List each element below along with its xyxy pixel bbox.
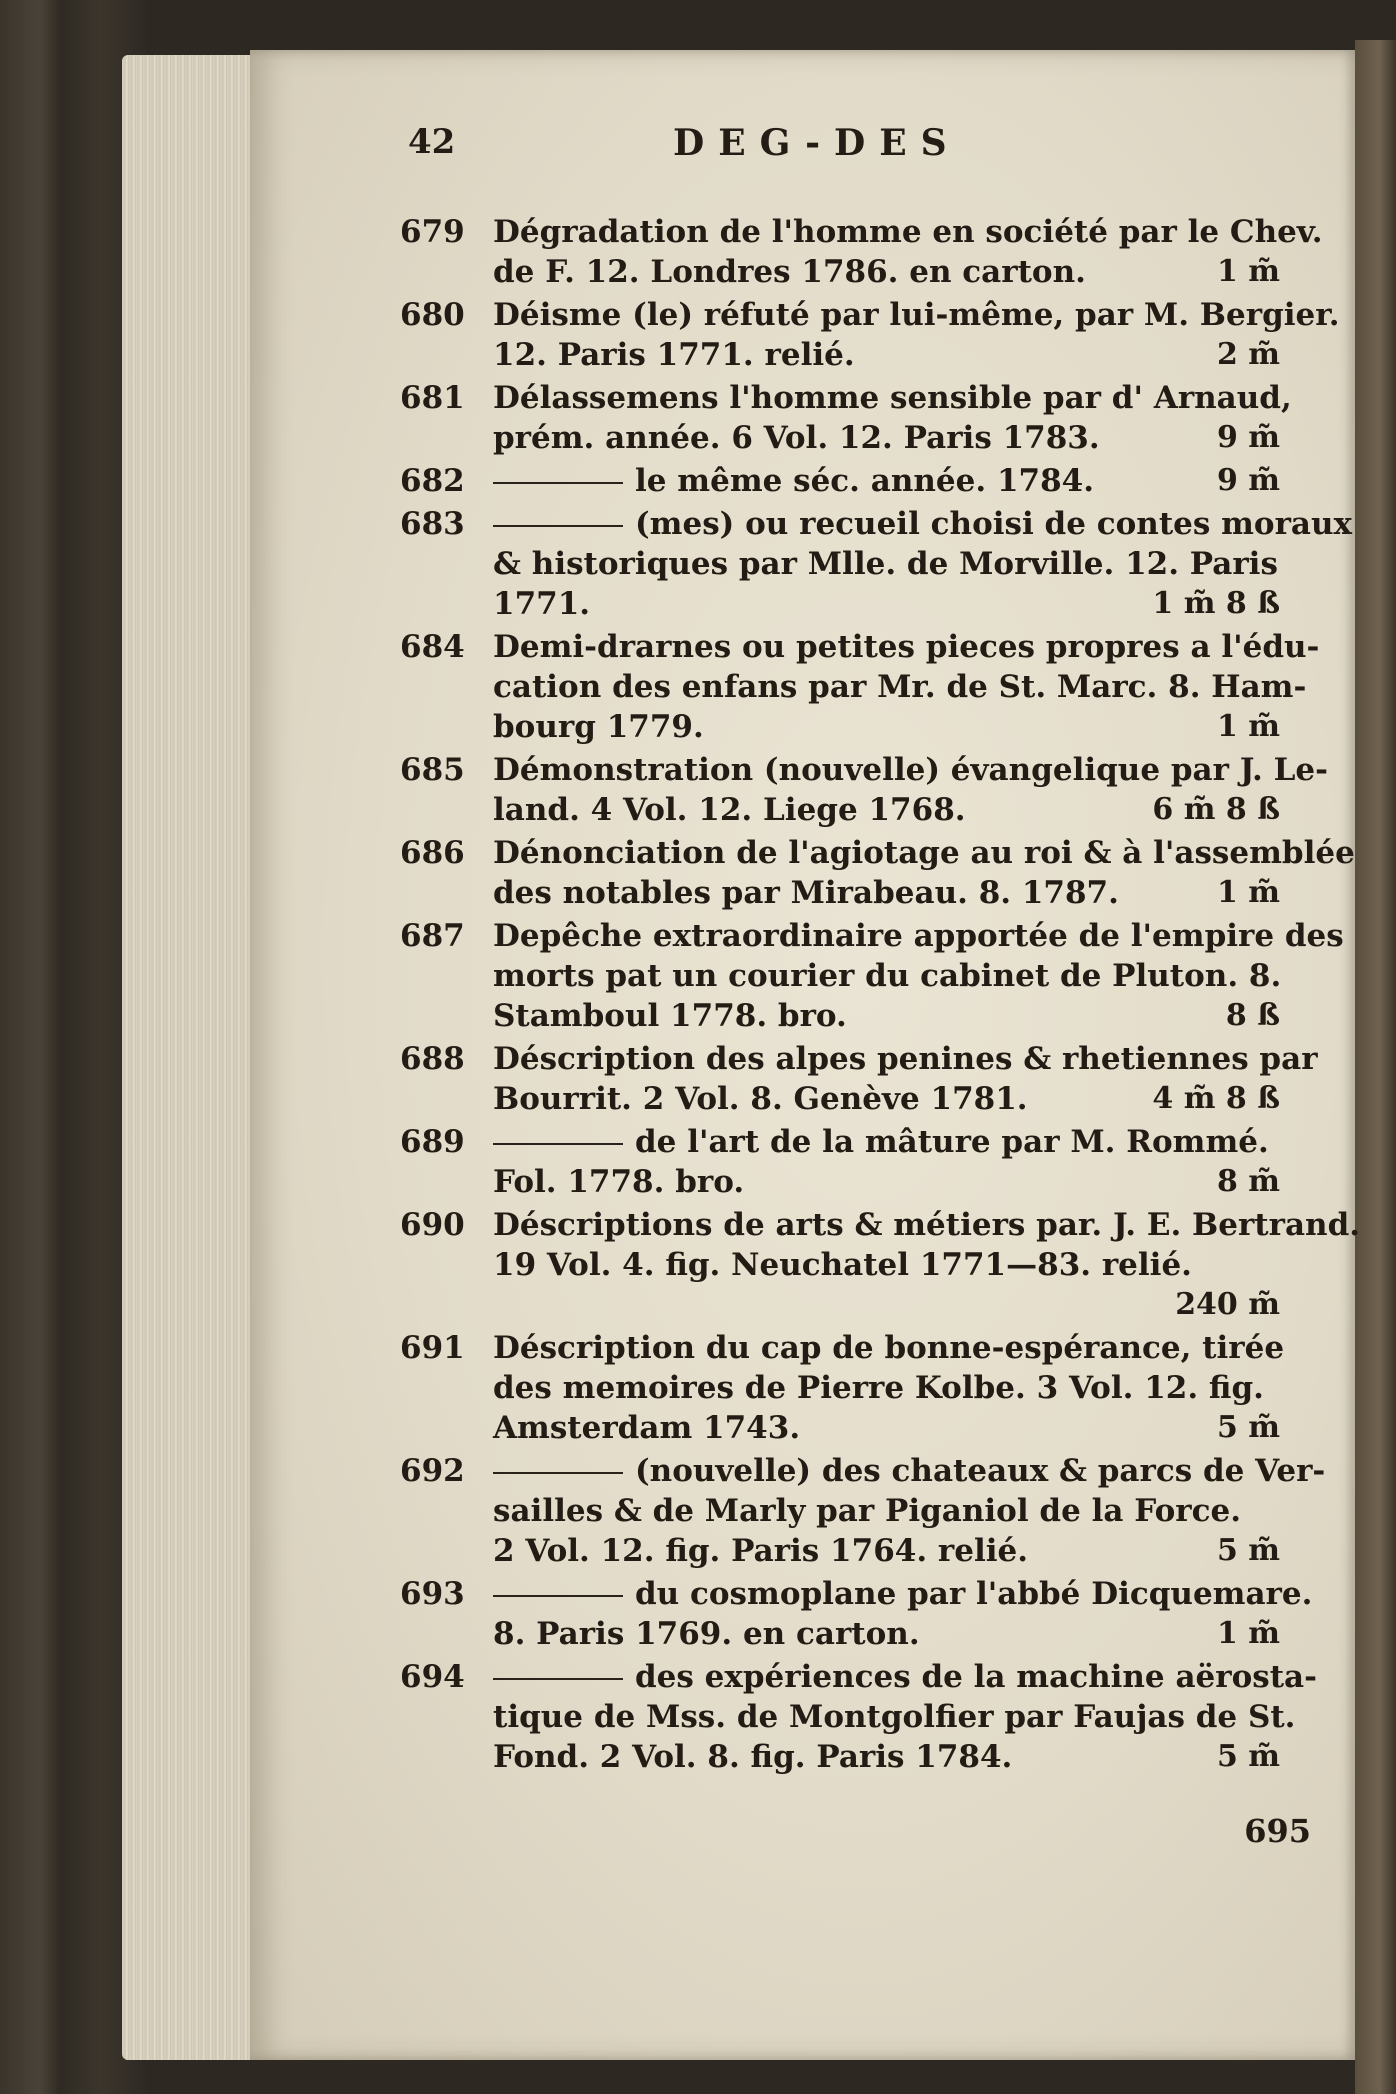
entry-price: 1 m̃ xyxy=(1216,254,1280,289)
ditto-dash xyxy=(493,1472,623,1474)
entry-text: des expériences de la machine aërosta- xyxy=(635,1659,1317,1695)
entry-text: Déscription du cap de bonne-espérance, tirée xyxy=(493,1330,1285,1366)
entry-text: (mes) ou recueil choisi de contes moraux xyxy=(635,506,1353,542)
ditto-dash xyxy=(493,1595,623,1597)
entry-number: 681 xyxy=(400,380,465,416)
entry-line xyxy=(493,1162,1280,1202)
entry-line xyxy=(493,378,1292,418)
catalogue-entry xyxy=(400,1574,1313,1654)
entry-text: Démonstration (nouvelle) évangelique par J. Le- xyxy=(493,752,1328,788)
entry-text: Stamboul 1778. bro. xyxy=(493,998,847,1034)
catalogue-entry xyxy=(400,1451,1326,1571)
ditto-dash xyxy=(493,482,623,484)
entry-line xyxy=(493,873,1280,913)
entry-price: 2 m̃ xyxy=(1216,337,1280,372)
entry-number: 683 xyxy=(400,506,465,542)
entry-line xyxy=(493,1614,1280,1654)
entry-line xyxy=(493,1039,1318,1079)
catalogue-entry xyxy=(400,750,1328,830)
entry-number: 688 xyxy=(400,1041,465,1077)
entry-price: 4 m̃ 8 ß xyxy=(1152,1081,1280,1116)
entry-line xyxy=(493,1205,1361,1245)
entry-line xyxy=(493,667,1307,707)
entry-text: Dégradation de l'homme en société par le Chev. xyxy=(493,214,1323,250)
entry-line xyxy=(493,916,1344,956)
entry-line xyxy=(493,1574,1313,1614)
entry-line xyxy=(493,1697,1296,1737)
catalogue-entry xyxy=(400,1328,1285,1448)
entry-line xyxy=(493,996,1280,1036)
catalogue-entry xyxy=(400,212,1323,292)
entry-number: 684 xyxy=(400,629,465,665)
entry-text: cation des enfans par Mr. de St. Marc. 8. Ham- xyxy=(493,669,1307,705)
entry-line xyxy=(493,1368,1280,1408)
entry-line xyxy=(493,1408,1280,1448)
catalogue-entry xyxy=(400,504,1353,624)
entry-text: prém. année. 6 Vol. 12. Paris 1783. xyxy=(493,420,1100,456)
entry-text: Fol. 1778. bro. xyxy=(493,1164,745,1200)
page-number: 42 xyxy=(408,122,456,162)
catalogue-entry xyxy=(400,378,1292,458)
entry-text: du cosmoplane par l'abbé Dicquemare. xyxy=(635,1576,1313,1612)
entry-text: le même séc. année. 1784. xyxy=(635,463,1095,499)
catchword: 695 xyxy=(1244,1812,1311,1850)
entry-number: 686 xyxy=(400,835,465,871)
catalogue-entry xyxy=(400,295,1340,375)
entry-text: Fond. 2 Vol. 8. fig. Paris 1784. xyxy=(493,1739,1013,1775)
catalogue-entry xyxy=(400,1039,1318,1119)
entry-line xyxy=(493,956,1280,996)
entry-price: 5 m̃ xyxy=(1216,1410,1280,1445)
entry-text: tique de Mss. de Montgolfier par Faujas de St. xyxy=(493,1699,1296,1735)
entry-line xyxy=(493,1531,1280,1571)
entry-line xyxy=(493,1328,1285,1368)
entry-number: 690 xyxy=(400,1207,465,1243)
entry-text: Dénonciation de l'agiotage au roi & à l'assemblée xyxy=(493,835,1355,871)
running-head xyxy=(408,122,1308,182)
catalogue-entry xyxy=(400,1122,1280,1202)
book-cover-edge xyxy=(1355,40,1396,2094)
page-title: DEG-DES xyxy=(673,122,961,164)
entry-text: land. 4 Vol. 12. Liege 1768. xyxy=(493,792,966,828)
entry-text: Demi-drarnes ou petites pieces propres a l'édu- xyxy=(493,629,1320,665)
entry-price: 1 m̃ xyxy=(1216,875,1280,910)
entry-number: 694 xyxy=(400,1659,465,1695)
entry-text: 1771. xyxy=(493,586,591,622)
entry-price: 240 m̃ xyxy=(1175,1287,1280,1322)
entry-text: bourg 1779. xyxy=(493,709,704,745)
entry-number: 689 xyxy=(400,1124,465,1160)
entry-line xyxy=(493,1122,1280,1162)
entry-text: 8. Paris 1769. en carton. xyxy=(493,1616,920,1652)
catalogue-entry xyxy=(400,833,1355,913)
catalogue-entry xyxy=(400,916,1344,1036)
entry-line xyxy=(493,212,1323,252)
entry-line xyxy=(493,252,1280,292)
entry-number: 679 xyxy=(400,214,465,250)
entry-price: 8 m̃ xyxy=(1216,1164,1280,1199)
entry-line xyxy=(493,335,1280,375)
entry-number: 687 xyxy=(400,918,465,954)
entry-line xyxy=(493,544,1280,584)
entry-number: 680 xyxy=(400,297,465,333)
entry-text: Bourrit. 2 Vol. 8. Genève 1781. xyxy=(493,1081,1028,1117)
entry-text: (nouvelle) des chateaux & parcs de Ver- xyxy=(635,1453,1326,1489)
catalogue-entry xyxy=(400,627,1320,747)
entry-text: 2 Vol. 12. fig. Paris 1764. relié. xyxy=(493,1533,1029,1569)
entry-text: morts pat un courier du cabinet de Pluton. 8. xyxy=(493,958,1282,994)
entry-price: 1 m̃ 8 ß xyxy=(1152,586,1280,621)
entry-text: des notables par Mirabeau. 8. 1787. xyxy=(493,875,1119,911)
entry-text: des memoires de Pierre Kolbe. 3 Vol. 12. fig. xyxy=(493,1370,1264,1406)
entry-price: 6 m̃ 8 ß xyxy=(1152,792,1280,827)
entry-text: Déscription des alpes penines & rhetiennes par xyxy=(493,1041,1318,1077)
entry-line xyxy=(493,707,1280,747)
entry-price: 5 m̃ xyxy=(1216,1739,1280,1774)
ditto-dash xyxy=(493,525,623,527)
entry-line xyxy=(493,1491,1280,1531)
entry-text: sailles & de Marly par Piganiol de la Force. xyxy=(493,1493,1241,1529)
entry-number: 682 xyxy=(400,463,465,499)
entry-text: de F. 12. Londres 1786. en carton. xyxy=(493,254,1086,290)
entry-line xyxy=(493,1657,1317,1697)
entry-price: 9 m̃ xyxy=(1216,420,1280,455)
entry-text: Déisme (le) réfuté par lui-même, par M. Bergier. xyxy=(493,297,1340,333)
entry-line xyxy=(493,295,1340,335)
entry-text: 19 Vol. 4. fig. Neuchatel 1771—83. relié. xyxy=(493,1247,1192,1283)
entry-line xyxy=(493,750,1328,790)
entry-line xyxy=(493,1451,1326,1491)
entry-price: 9 m̃ xyxy=(1216,463,1280,498)
catalogue-entry xyxy=(400,1205,1361,1325)
entry-text: de l'art de la mâture par M. Rommé. xyxy=(635,1124,1269,1160)
entry-text: 12. Paris 1771. relié. xyxy=(493,337,855,373)
entry-price: 1 m̃ xyxy=(1216,709,1280,744)
catalogue-entries xyxy=(400,212,1361,1780)
entry-number: 685 xyxy=(400,752,465,788)
entry-line xyxy=(493,627,1320,667)
entry-line xyxy=(493,1737,1280,1777)
entry-text: Depêche extraordinaire apportée de l'empire des xyxy=(493,918,1344,954)
entry-text: Amsterdam 1743. xyxy=(493,1410,801,1446)
entry-price: 1 m̃ xyxy=(1216,1616,1280,1651)
entry-number: 691 xyxy=(400,1330,465,1366)
catalogue-entry xyxy=(400,461,1280,501)
entry-line xyxy=(493,461,1280,501)
entry-text: & historiques par Mlle. de Morville. 12. Paris xyxy=(493,546,1278,582)
entry-line xyxy=(493,504,1353,544)
entry-text: Déscriptions de arts & métiers par. J. E. Bertrand. xyxy=(493,1207,1361,1243)
entry-number: 692 xyxy=(400,1453,465,1489)
entry-line xyxy=(493,1245,1280,1285)
entry-line xyxy=(493,833,1355,873)
ditto-dash xyxy=(493,1678,623,1680)
entry-price: 5 m̃ xyxy=(1216,1533,1280,1568)
entry-price: 8 ß xyxy=(1225,998,1280,1033)
catalogue-entry xyxy=(400,1657,1317,1777)
ditto-dash xyxy=(493,1143,623,1145)
entry-text: Délassemens l'homme sensible par d' Arnaud, xyxy=(493,380,1292,416)
entry-number: 693 xyxy=(400,1576,465,1612)
entry-line xyxy=(493,418,1280,458)
